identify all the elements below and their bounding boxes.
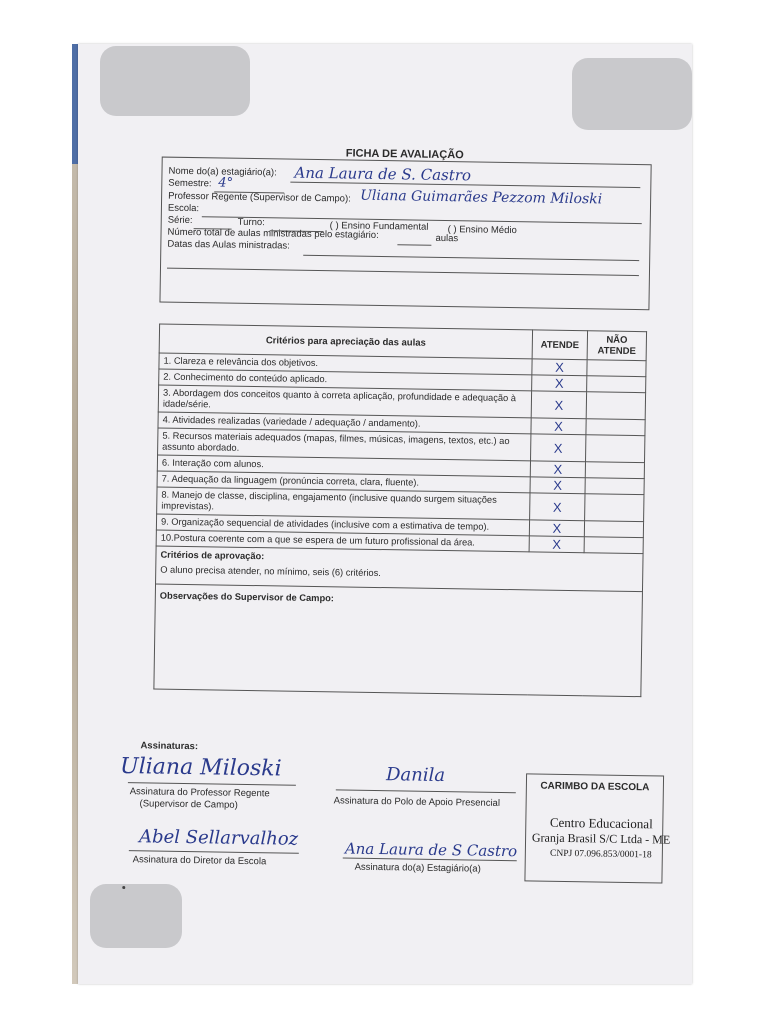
ensino-medio-option: ( ) Ensino Médio	[447, 224, 517, 237]
criterion-text: 4. Atividades realizadas (variedade / adequação / andamento).	[158, 412, 531, 434]
semestre-value: 4°	[218, 175, 234, 191]
school-stamp-box	[524, 773, 671, 883]
estagiario-signature: Ana Laura de S Castro	[344, 839, 518, 861]
approval-title: Critérios de aprovação:	[160, 549, 265, 562]
polo-signature: Danila	[385, 764, 446, 787]
polo-sig-line	[336, 789, 516, 793]
nao-atende-cell	[586, 435, 645, 463]
semestre-label: Semestre:	[168, 177, 212, 190]
criterion-text: 9. Organização sequencial de atividades (inclusive com a estimativa de tempo).	[156, 514, 529, 536]
nao-atende-cell	[585, 462, 644, 479]
professor-caption: Assinatura do Professor Regente	[129, 786, 270, 800]
criterion-text: 8. Manejo de classe, disciplina, engajamento (inclusive quando surgem situações imprevistas).	[157, 487, 530, 520]
signatures-title: Assinaturas:	[140, 740, 199, 753]
observations-row	[154, 584, 643, 697]
criterion-text: 2. Conhecimento do conteúdo aplicado.	[159, 369, 532, 391]
nome-value: Ana Laura de S. Castro	[294, 163, 472, 185]
criterion-text: 10.Postura coerente com a que se espera de um futuro profissional da área.	[156, 530, 529, 552]
criterion-text: 7. Adequação da linguagem (pronúncia correta, clara, fluente).	[157, 471, 530, 493]
atende-mark: X	[531, 434, 586, 462]
criterion-text: 3. Abordagem dos conceitos quanto à correta aplicação, profundidade e adequação à idade/série.	[158, 385, 531, 418]
atende-mark: X	[529, 520, 584, 537]
nao-atende-cell	[585, 478, 644, 495]
professor-caption-sub: (Supervisor de Campo)	[139, 798, 238, 811]
diretor-sig-line	[129, 850, 299, 854]
atende-mark: X	[529, 536, 584, 553]
atende-mark: X	[531, 391, 586, 419]
professor-signature: Uliana Miloski	[119, 753, 282, 782]
atende-mark: X	[532, 359, 587, 376]
observations-cell	[154, 584, 643, 697]
atende-mark: X	[530, 461, 585, 478]
total-aulas-line	[397, 244, 431, 246]
professor-sig-line	[128, 782, 296, 786]
approval-text: O aluno precisa atender, no mínimo, seis (6) critérios.	[160, 564, 381, 579]
stamp-title: CARIMBO DA ESCOLA	[540, 780, 650, 794]
stamp-line-3: CNPJ 07.096.853/0001-18	[549, 848, 652, 861]
ensino-fundamental-option: ( ) Ensino Fundamental	[329, 220, 429, 233]
stamp-line-1: Centro Educacional	[549, 814, 653, 832]
observations-title: Observações do Supervisor de Campo:	[159, 590, 335, 604]
atende-header: ATENDE	[532, 330, 587, 360]
nao-atende-cell	[585, 494, 644, 522]
criteria-header: Critérios para apreciação das aulas	[159, 324, 532, 359]
criterion-text: 5. Recursos materiais adequados (mapas, filmes, músicas, imagens, textos, etc.) ao assunto abordado.	[158, 428, 531, 461]
datas-line-2	[167, 268, 639, 276]
nao-atende-cell	[586, 419, 645, 436]
criterion-text: 6. Interação com alunos.	[157, 455, 530, 477]
nao-atende-header: NÃO ATENDE	[587, 331, 646, 361]
nao-atende-cell	[584, 521, 643, 538]
criterion-text: 1. Clareza e relevância dos objetivos.	[159, 353, 532, 375]
identification-box	[159, 157, 651, 311]
stamp-line-2: Granja Brasil S/C Ltda - ME	[531, 830, 671, 847]
nao-atende-cell	[587, 376, 646, 393]
total-aulas-label: Número total de aulas ministradas pelo estagiário:	[167, 226, 379, 241]
atende-mark: X	[531, 418, 586, 435]
escola-label: Escola:	[167, 202, 200, 215]
ink-dot	[122, 886, 125, 889]
datas-label: Datas das Aulas ministradas:	[167, 238, 290, 252]
datas-line	[303, 255, 639, 261]
diretor-caption: Assinatura do Diretor da Escola	[132, 854, 267, 868]
atende-mark: X	[530, 493, 585, 521]
atende-mark: X	[530, 477, 585, 494]
professor-value: Uliana Guimarães Pezzom Miloski	[360, 187, 603, 208]
form-title: FICHA DE AVALIAÇÃO	[345, 147, 464, 162]
nao-atende-cell	[584, 537, 643, 554]
nao-atende-cell	[587, 360, 646, 377]
nao-atende-cell	[586, 392, 645, 420]
atende-mark: X	[532, 375, 587, 392]
turno-label: Turno:	[237, 216, 265, 229]
polo-caption: Assinatura do Polo de Apoio Presencial	[333, 795, 501, 809]
criteria-table	[153, 324, 647, 698]
serie-label: Série:	[167, 214, 193, 227]
professor-label: Professor Regente (Supervisor de Campo):	[168, 190, 351, 205]
aulas-label: aulas	[435, 232, 459, 245]
diretor-signature: Abel Sellarvalhoz	[138, 826, 299, 850]
estagiario-caption: Assinatura do(a) Estagiário(a)	[354, 861, 481, 875]
nome-label: Nome do(a) estagiário(a):	[168, 165, 277, 179]
evaluation-sheet	[78, 44, 692, 984]
sheet-content	[78, 44, 692, 984]
